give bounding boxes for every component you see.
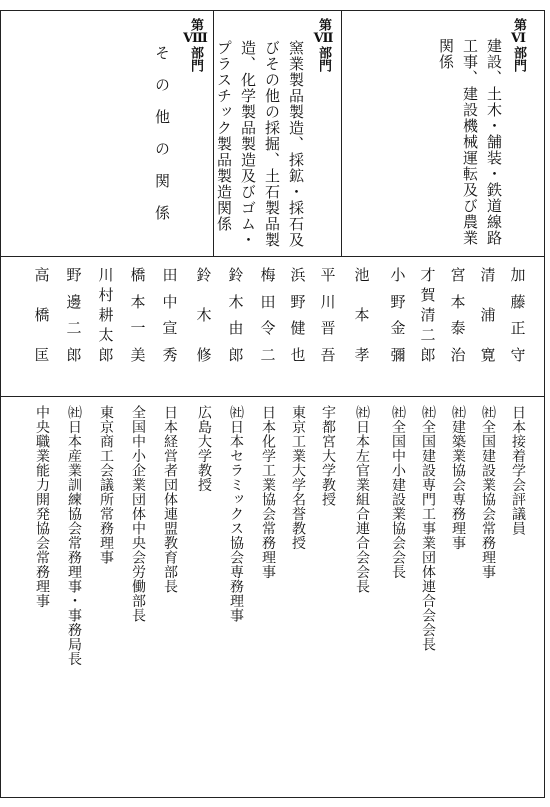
member-organization: 東京工業大学名誉教授 — [290, 405, 306, 550]
member-name-char: 匡 — [34, 346, 50, 364]
member-name-char: 郎 — [228, 345, 244, 364]
member-name-char: 耕 — [98, 306, 114, 324]
member-name-char: 本 — [130, 292, 146, 311]
member-organization: 全国中小企業団体中央会労働部長 — [130, 405, 146, 623]
member-name-char: 晋 — [320, 319, 336, 338]
member-organization: ㈳建築業協会専務理事 — [450, 405, 466, 550]
member-name-char: 鈴 — [228, 266, 244, 284]
section-6-line-3: 関係 — [437, 38, 455, 70]
member-name-char: 郎 — [98, 346, 114, 364]
member-organization: 中央職業能力開発協会常務理事 — [34, 405, 50, 608]
member-name-char: 健 — [290, 319, 306, 338]
member-name-char: 中 — [162, 292, 178, 311]
divider-section-7 — [341, 11, 342, 256]
member-name — [64, 265, 84, 365]
divider-header — [1, 256, 544, 257]
member-name-char: 川 — [98, 266, 114, 284]
divider-names — [1, 396, 544, 397]
member-name-char: 田 — [162, 266, 178, 284]
member-name-char: 梅 — [260, 266, 276, 284]
member-name-char: 吾 — [320, 345, 336, 364]
member-name — [388, 265, 408, 365]
member-name-char: 村 — [98, 286, 114, 304]
section-6-line-2: 工事、建設機械運転及び農業 — [461, 38, 479, 246]
member-name-char: 美 — [130, 345, 146, 364]
member-name-char: 木 — [228, 292, 244, 311]
member-name-char: 郎 — [420, 346, 436, 364]
member-organization: ㈳全国建設専門工事業団体連合会会長 — [420, 405, 436, 652]
member-name — [160, 265, 180, 365]
member-name — [258, 265, 278, 365]
member-name-char: 二 — [260, 345, 276, 364]
member-name-char: 守 — [510, 345, 526, 364]
member-name — [508, 265, 528, 365]
member-organization: 宇都宮大学教授 — [320, 405, 336, 507]
member-name-char: 治 — [450, 345, 466, 364]
section-7-line-2: びその他の採掘、土石製品製 — [263, 40, 281, 248]
member-name-char: 寛 — [480, 346, 496, 364]
member-name — [318, 265, 338, 365]
member-name — [96, 265, 116, 365]
member-name-char: 太 — [98, 326, 114, 344]
member-name-char: 池 — [354, 266, 370, 284]
member-organization: 広島大学教授 — [196, 405, 212, 492]
member-name-char: 野 — [290, 292, 306, 311]
member-name — [448, 265, 468, 365]
member-name-char: 橋 — [34, 306, 50, 324]
member-name — [226, 265, 246, 365]
member-name-char: 川 — [320, 292, 336, 311]
member-name-char: 浦 — [480, 306, 496, 324]
member-name-char: 清 — [480, 266, 496, 284]
member-name-char: 宮 — [450, 266, 466, 284]
member-name — [478, 265, 498, 365]
member-name — [194, 265, 214, 365]
member-organization: 東京商工会議所常務理事 — [98, 405, 114, 565]
member-name-char: 藤 — [510, 292, 526, 311]
member-name-char: 二 — [66, 319, 82, 338]
member-name-char: 一 — [130, 319, 146, 338]
member-name-char: 野 — [390, 292, 406, 311]
member-name-char: 小 — [390, 266, 406, 284]
member-name-char: 也 — [290, 345, 306, 364]
member-organization: ㈳日本産業訓練協会常務理事・事務局長 — [66, 405, 82, 666]
member-name-char: 金 — [390, 319, 406, 338]
member-name-char: 彌 — [390, 345, 406, 364]
member-name — [418, 265, 438, 365]
member-name — [32, 265, 52, 365]
member-name-char: 修 — [196, 346, 212, 364]
member-name-char: 橋 — [130, 266, 146, 284]
member-name-char: 宣 — [162, 319, 178, 338]
member-name-char: 野 — [66, 266, 82, 284]
member-name-char: 賀 — [420, 286, 436, 304]
member-name-char: 本 — [354, 306, 370, 324]
member-name-char: 田 — [260, 292, 276, 311]
member-name — [352, 265, 372, 365]
member-organization: ㈳全国中小建設業協会会長 — [390, 405, 406, 579]
member-name-char: 平 — [320, 266, 336, 284]
member-name-char: 本 — [450, 292, 466, 311]
member-name-char: 才 — [420, 266, 436, 284]
section-7-header: 第Ⅶ部門 — [316, 18, 331, 72]
member-name-char: 邊 — [66, 292, 82, 311]
member-organization: ㈳日本左官業組合連合会会長 — [354, 405, 370, 594]
member-name-char: 加 — [510, 266, 526, 284]
section-8-header: 第Ⅷ部門 — [188, 18, 203, 72]
section-7-line-4: プラスチック製品製造関係 — [215, 40, 233, 232]
member-name-char: 二 — [420, 326, 436, 344]
member-name — [128, 265, 148, 365]
member-organization: 日本経営者団体連盟教育部長 — [162, 405, 178, 594]
member-name-char: 高 — [34, 266, 50, 284]
member-name-char: 由 — [228, 319, 244, 338]
section-7-line-3: 造、化学製品製造及びゴム・ — [239, 40, 257, 248]
member-name-char: 清 — [420, 306, 436, 324]
section-8-line-1: そ の 他 の 関 係 — [153, 45, 171, 221]
section-6-header: 第Ⅵ部門 — [511, 18, 526, 72]
member-name-char: 浜 — [290, 266, 306, 284]
section-7-line-1: 窯業製品製造、採鉱・採石及 — [287, 40, 305, 248]
member-name-char: 泰 — [450, 319, 466, 338]
member-name-char: 郎 — [66, 345, 82, 364]
member-organization: ㈳全国建設業協会常務理事 — [480, 405, 496, 579]
member-name-char: 鈴 — [196, 266, 212, 284]
member-name-char: 孝 — [354, 346, 370, 364]
member-organization: 日本化学工業協会常務理事 — [260, 405, 276, 579]
member-name — [288, 265, 308, 365]
member-organization: ㈳日本セラミックス協会専務理事 — [228, 405, 244, 623]
member-name-char: 木 — [196, 306, 212, 324]
section-6-line-1: 建設、土木・舗装・鉄道線路 — [485, 38, 503, 246]
member-name-char: 正 — [510, 319, 526, 338]
member-name-char: 秀 — [162, 345, 178, 364]
member-name-char: 令 — [260, 319, 276, 338]
member-organization: 日本接着学会評議員 — [510, 405, 526, 536]
